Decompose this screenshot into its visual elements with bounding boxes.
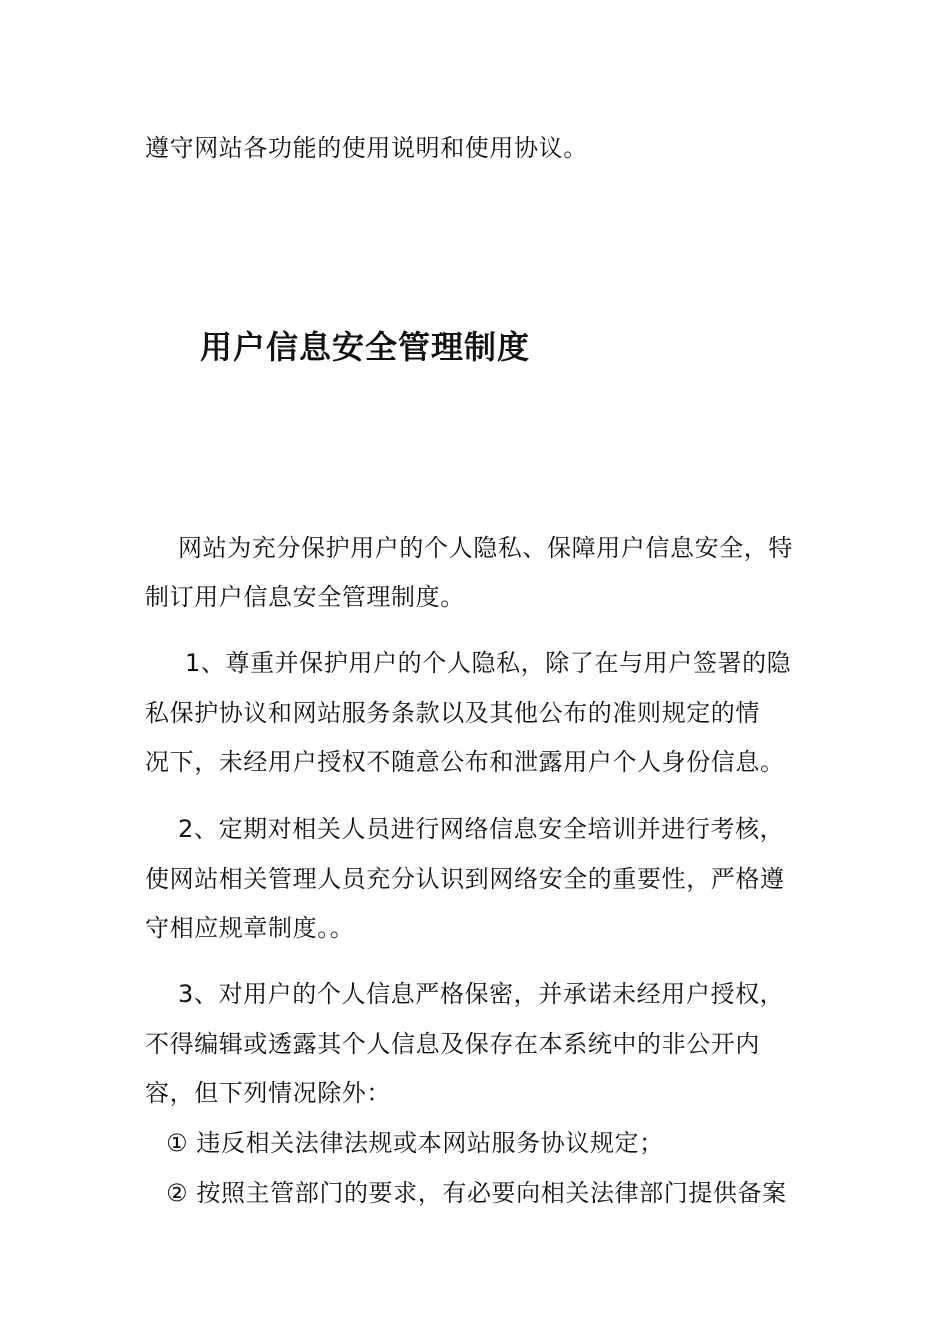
text-line-continuation: 遵守网站各功能的使用说明和使用协议。 — [145, 134, 588, 162]
item-1-line-2: 私保护协议和网站服务条款以及其他公布的准则规定的情 — [145, 699, 760, 727]
item-1-line-3: 况下，未经用户授权不随意公布和泄露用户个人身份信息。 — [145, 748, 785, 776]
item-3-line-2: 不得编辑或透露其个人信息及保存在本系统中的非公开内 — [145, 1030, 760, 1058]
section-title: 用户信息安全管理制度 — [200, 328, 531, 366]
paragraph-intro-line-1: 网站为充分保护用户的个人隐私、保障用户信息安全，特 — [178, 534, 793, 562]
exception-item-1: ① 违反相关法律法规或本网站服务协议规定； — [166, 1129, 664, 1157]
item-1-line-1: 1、尊重并保护用户的个人隐私，除了在与用户签署的隐 — [185, 649, 792, 677]
paragraph-intro-line-2: 制订用户信息安全管理制度。 — [145, 583, 465, 611]
exception-item-2: ② 按照主管部门的要求，有必要向相关法律部门提供备案 — [166, 1179, 787, 1207]
item-2-line-2: 使网站相关管理人员充分认识到网络安全的重要性，严格遵 — [145, 865, 785, 893]
item-3-line-1: 3、对用户的个人信息严格保密，并承诺未经用户授权， — [178, 980, 785, 1008]
item-3-line-3: 容，但下列情况除外： — [145, 1079, 391, 1107]
item-2-line-1: 2、定期对相关人员进行网络信息安全培训并进行考核， — [178, 815, 785, 843]
item-2-line-3: 守相应规章制度。。 — [145, 914, 355, 942]
